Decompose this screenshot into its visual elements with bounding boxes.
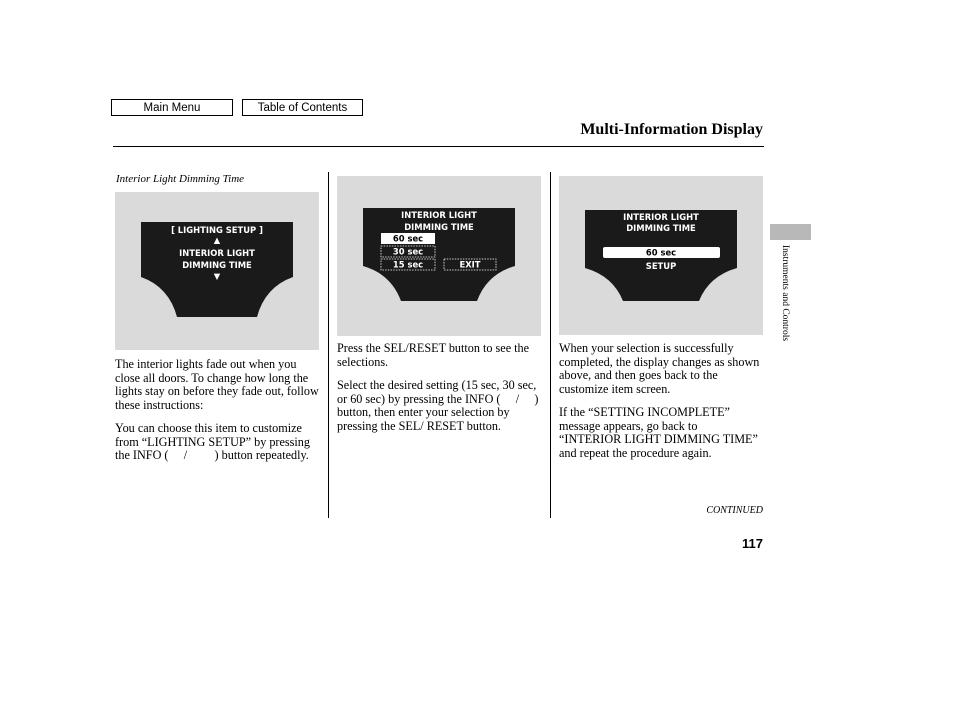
down-arrow-icon: ▼	[213, 271, 221, 281]
title-divider	[113, 146, 764, 147]
continued-label: CONTINUED	[706, 505, 763, 516]
column-divider-2	[550, 172, 551, 518]
display-line-dimming-time: DIMMING TIME	[182, 260, 252, 270]
paragraph: Select the desired setting (15 sec, 30 sec, or 60 sec) by pressing the INFO ( / ) button, then enter your selection by pressing the SEL/ RESET button.	[337, 378, 539, 433]
section-tab-label: Instruments and Controls	[780, 245, 790, 342]
display-illustration-confirmation	[559, 176, 763, 335]
paragraph: When your selection is successfully completed, the display changes as shown above, and then goes back to the customize item screen.	[559, 341, 760, 396]
option-15-sec: 15 sec	[392, 259, 424, 270]
option-60-sec: 60 sec	[392, 233, 424, 244]
page-number: 117	[742, 536, 763, 551]
display-illustration-lighting-setup	[115, 192, 319, 350]
display-illustration-selection	[337, 176, 541, 336]
page-title: Multi-Information Display	[580, 121, 763, 138]
figure-caption: Interior Light Dimming Time	[116, 173, 245, 185]
table-of-contents-button[interactable]: Table of Contents	[242, 99, 363, 116]
display-line-setup: SETUP	[645, 261, 677, 271]
column-1-text	[115, 358, 321, 473]
column-divider-1	[328, 172, 329, 518]
section-tab[interactable]	[770, 224, 811, 240]
paragraph: You can choose this item to customize from “LIGHTING SETUP” by pressing the INFO ( / ) button repeatedly.	[115, 421, 310, 462]
column-2-text	[337, 342, 543, 443]
display-line-lighting-setup: [ LIGHTING SETUP ]	[171, 225, 263, 235]
display-line-interior-light: INTERIOR LIGHT	[401, 210, 477, 220]
selected-60-sec: 60 sec	[645, 247, 677, 258]
display-line-dimming-time: DIMMING TIME	[626, 223, 696, 233]
paragraph: The interior lights fade out when you close all doors. To change how long the lights stay on before they fade out, follow these instructions:	[115, 357, 319, 412]
option-exit: EXIT	[459, 259, 481, 270]
option-30-sec: 30 sec	[392, 246, 424, 257]
paragraph: Press the SEL/RESET button to see the selections.	[337, 341, 530, 369]
main-menu-button[interactable]: Main Menu	[111, 99, 233, 116]
up-arrow-icon: ▲	[213, 235, 221, 245]
paragraph: If the “SETTING INCOMPLETE” message appears, go back to “INTERIOR LIGHT DIMMING TIME” and repeat the procedure again.	[559, 405, 758, 460]
display-line-interior-light: INTERIOR LIGHT	[179, 248, 255, 258]
display-line-dimming-time: DIMMING TIME	[404, 222, 474, 232]
column-3-text	[559, 342, 761, 470]
display-line-interior-light: INTERIOR LIGHT	[623, 212, 699, 222]
